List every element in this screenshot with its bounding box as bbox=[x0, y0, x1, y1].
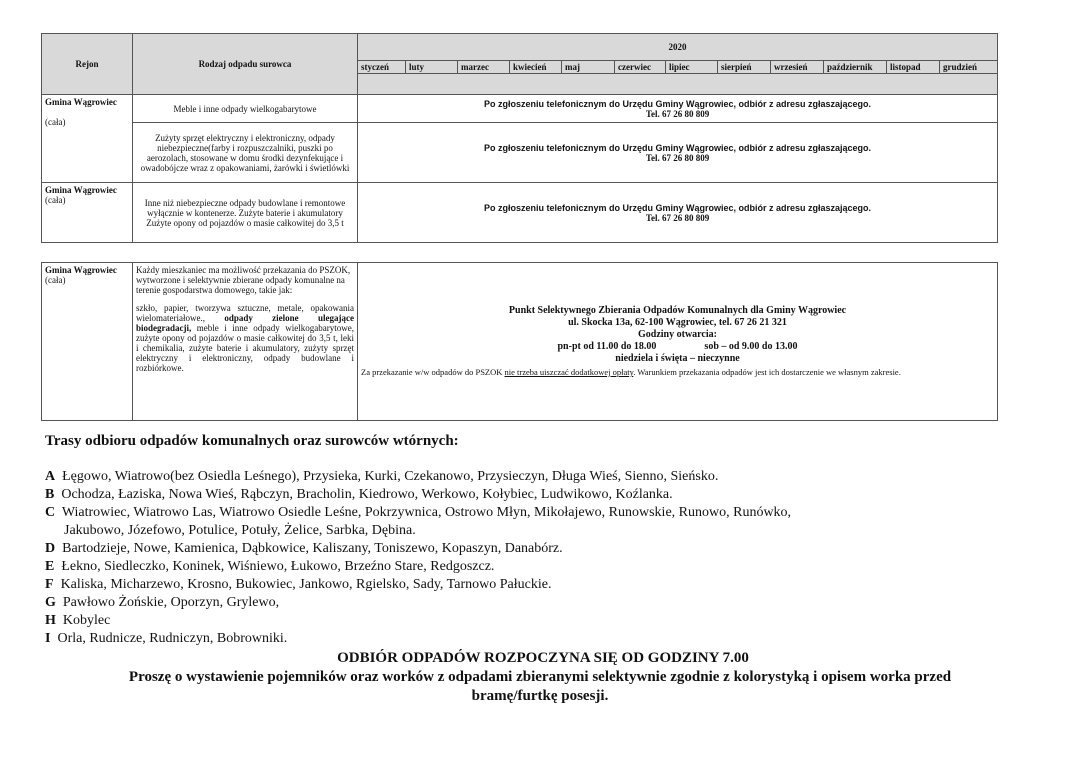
month-header-oct: październik bbox=[824, 61, 887, 74]
pszok-intro: Każdy mieszkaniec ma możliwość przekazania do PSZOK, wytworzone i selektywnie zbierane odpady komunalne na terenie gospodarstwa domowego, takie jak: bbox=[136, 265, 351, 295]
route-letter: A bbox=[45, 469, 56, 484]
pickup-notice-cell bbox=[358, 183, 998, 243]
route-letter: B bbox=[45, 487, 55, 502]
route-item bbox=[45, 558, 1045, 576]
pickup-notice-cell bbox=[358, 123, 998, 183]
pszok-list-part-b: meble i inne odpady wielkogabarytowe, zużyte opony od pojazdów o masie całkowitej do 3,5 t, leki i chemikalia, zużyte baterie i akumulatory, zużyty sprzęt elektryczny i elektroniczny, odpady budowlane i rozbiórkowe. bbox=[136, 323, 354, 373]
route-villages: Łęgowo, Wiatrowo(bez Osiedla Leśnego), Przysieka, Kurki, Czekanowo, Przysieczyn, Długa Wieś, Sienno, Sieńsko. bbox=[62, 469, 719, 484]
route-item-continued: Jakubowo, Józefowo, Potulice, Potuły, Żelice, Sarbka, Dębina. bbox=[64, 523, 416, 538]
rejon-cell bbox=[42, 183, 133, 243]
pickup-phone: Tel. 67 26 80 809 bbox=[645, 152, 710, 163]
route-item bbox=[45, 594, 1045, 612]
pszok-title: Punkt Selektywnego Zbierania Odpadów Komunalnych dla Gminy Wągrowiec bbox=[508, 305, 847, 316]
route-item bbox=[45, 486, 1045, 504]
header-spacer bbox=[358, 74, 998, 95]
month-header-apr: kwiecień bbox=[510, 61, 562, 74]
rejon-cell bbox=[42, 263, 133, 421]
pickup-notice-text: Po zgłoszeniu telefonicznym do Urzędu Gminy Wągrowiec, odbiór z adresu zgłaszającego. bbox=[483, 142, 872, 153]
pszok-info-cell bbox=[358, 263, 998, 421]
pszok-waste-list bbox=[133, 263, 358, 421]
route-item bbox=[45, 576, 1045, 594]
route-letter: E bbox=[45, 559, 55, 574]
route-villages: Orla, Rudnicze, Rudniczyn, Bobrowniki. bbox=[57, 631, 288, 646]
rejon-scope: (cała) bbox=[45, 117, 66, 127]
pickup-notice-cell bbox=[358, 95, 998, 123]
pszok-hours-saturday: sob – od 9.00 do 13.00 bbox=[704, 341, 798, 352]
rejon-scope: (cała) bbox=[45, 275, 66, 285]
route-item bbox=[45, 630, 1045, 648]
rejon-name: Gmina Wągrowiec bbox=[45, 97, 117, 107]
route-villages: Bartodzieje, Nowe, Kamienica, Dąbkowice, Kaliszany, Toniszewo, Kopaszyn, Danabórz. bbox=[62, 541, 563, 556]
rejon-scope: (cała) bbox=[45, 195, 66, 205]
container-placement-notice: Proszę o wystawienie pojemników oraz worków z odpadami zbieranymi selektywnie zgodnie z kolorystyką i opisem worka przed bramę/furtkę posesji. bbox=[128, 669, 952, 704]
month-header-jan: styczeń bbox=[358, 61, 406, 74]
month-header-nov: listopad bbox=[887, 61, 940, 74]
route-letter: H bbox=[45, 613, 56, 628]
pszok-list-bold: odpady zielone ulegające biodegradacji, bbox=[136, 313, 354, 333]
pszok-note-underlined: nie trzeba uiszczać dodatkowej opłaty bbox=[504, 367, 634, 377]
pszok-hours-weekday: pn-pt od 11.00 do 18.00 bbox=[557, 341, 657, 352]
pszok-accepted-waste bbox=[136, 303, 354, 373]
route-villages: Kaliska, Micharzewo, Krosno, Bukowiec, Jankowo, Rgielsko, Sady, Tarnowo Pałuckie. bbox=[60, 577, 552, 592]
year-header: 2020 bbox=[358, 34, 998, 61]
pszok-hours-closed: niedziela i święta – nieczynne bbox=[615, 353, 740, 364]
month-header-jun: czerwiec bbox=[615, 61, 666, 74]
collection-schedule-table bbox=[41, 33, 998, 243]
pickup-notice-text: Po zgłoszeniu telefonicznym do Urzędu Gminy Wągrowiec, odbiór z adresu zgłaszającego. bbox=[483, 202, 872, 213]
pszok-note bbox=[361, 367, 994, 378]
route-item bbox=[45, 468, 1045, 486]
month-header-mar: marzec bbox=[458, 61, 510, 74]
route-letter: I bbox=[45, 631, 51, 646]
month-header-aug: sierpień bbox=[718, 61, 771, 74]
route-item bbox=[45, 504, 1045, 522]
rejon-column-header: Rejon bbox=[42, 34, 133, 95]
route-item bbox=[45, 540, 1045, 558]
route-villages: Pawłowo Żońskie, Oporzyn, Grylewo, bbox=[62, 595, 280, 610]
rejon-name: Gmina Wągrowiec bbox=[45, 265, 117, 275]
route-item bbox=[45, 612, 1045, 630]
rejon-name: Gmina Wągrowiec bbox=[45, 185, 117, 195]
pszok-hours-title: Godziny otwarcia: bbox=[638, 329, 717, 340]
routes-list bbox=[45, 468, 1045, 648]
month-header-may: maj bbox=[562, 61, 615, 74]
month-header-dec: grudzień bbox=[940, 61, 998, 74]
waste-type-column-header: Rodzaj odpadu surowca bbox=[133, 34, 358, 95]
route-villages: Wiatrowiec, Wiatrowo Las, Wiatrowo Osiedle Leśne, Pokrzywnica, Ostrowo Młyn, Mikołajewo, Runowskie, Runowo, Runówko, bbox=[61, 505, 792, 520]
rejon-cell bbox=[42, 95, 133, 183]
pszok-address: ul. Skocka 13a, 62-100 Wągrowiec, tel. 67 26 21 321 bbox=[568, 317, 787, 328]
route-letter: D bbox=[45, 541, 56, 556]
collection-start-notice: ODBIÓR ODPADÓW ROZPOCZYNA SIĘ OD GODZINY 7.00 bbox=[337, 650, 749, 666]
pickup-phone: Tel. 67 26 80 809 bbox=[645, 212, 710, 223]
route-letter: C bbox=[45, 505, 56, 520]
route-villages: Ochodza, Łaziska, Nowa Wieś, Rąbczyn, Bracholin, Kiedrowo, Werkowo, Kołybiec, Ludwikowo, Koźlanka. bbox=[61, 487, 673, 502]
waste-type-cell: Inne niż niebezpieczne odpady budowlane i remontowe wyłącznie w kontenerze. Zużyte baterie i akumulatory Zużyte opony od pojazdów o masie całkowitej do 3,5 t bbox=[133, 183, 358, 243]
route-letter: F bbox=[45, 577, 54, 592]
routes-title: Trasy odbioru odpadów komunalnych oraz surowców wtórnych: bbox=[45, 433, 459, 449]
month-header-sep: wrzesień bbox=[771, 61, 824, 74]
pickup-notice-text: Po zgłoszeniu telefonicznym do Urzędu Gminy Wągrowiec, odbiór z adresu zgłaszającego. bbox=[483, 98, 872, 109]
waste-type-cell: Zużyty sprzęt elektryczny i elektroniczny, odpady niebezpieczne(farby i rozpuszczalniki, puszki po aerozolach, stosowane w domu środki dezynfekujące i owadobójcze wraz z opakowaniami, żarówki i świetlówki bbox=[133, 123, 358, 183]
pickup-phone: Tel. 67 26 80 809 bbox=[645, 108, 710, 119]
pszok-list-part-a: szkło, papier, tworzywa sztuczne, metale, opakowania wielomateriałowe., bbox=[136, 303, 354, 323]
month-header-jul: lipiec bbox=[666, 61, 718, 74]
waste-type-cell: Meble i inne odpady wielkogabarytowe bbox=[133, 95, 358, 123]
pszok-hours bbox=[361, 341, 994, 353]
pszok-table bbox=[41, 262, 998, 421]
month-header-feb: luty bbox=[406, 61, 458, 74]
route-villages: Łekno, Siedleczko, Koninek, Wiśniewo, Łukowo, Brzeźno Stare, Redgoszcz. bbox=[61, 559, 495, 574]
pszok-note-start: Za przekazanie w/w odpadów do PSZOK bbox=[361, 367, 503, 377]
pszok-note-end: . Warunkiem przekazania odpadów jest ich dostarczenie we własnym zakresie. bbox=[633, 367, 901, 377]
route-villages: Kobylec bbox=[62, 613, 111, 628]
pszok-info bbox=[361, 305, 994, 365]
route-letter: G bbox=[45, 595, 56, 610]
